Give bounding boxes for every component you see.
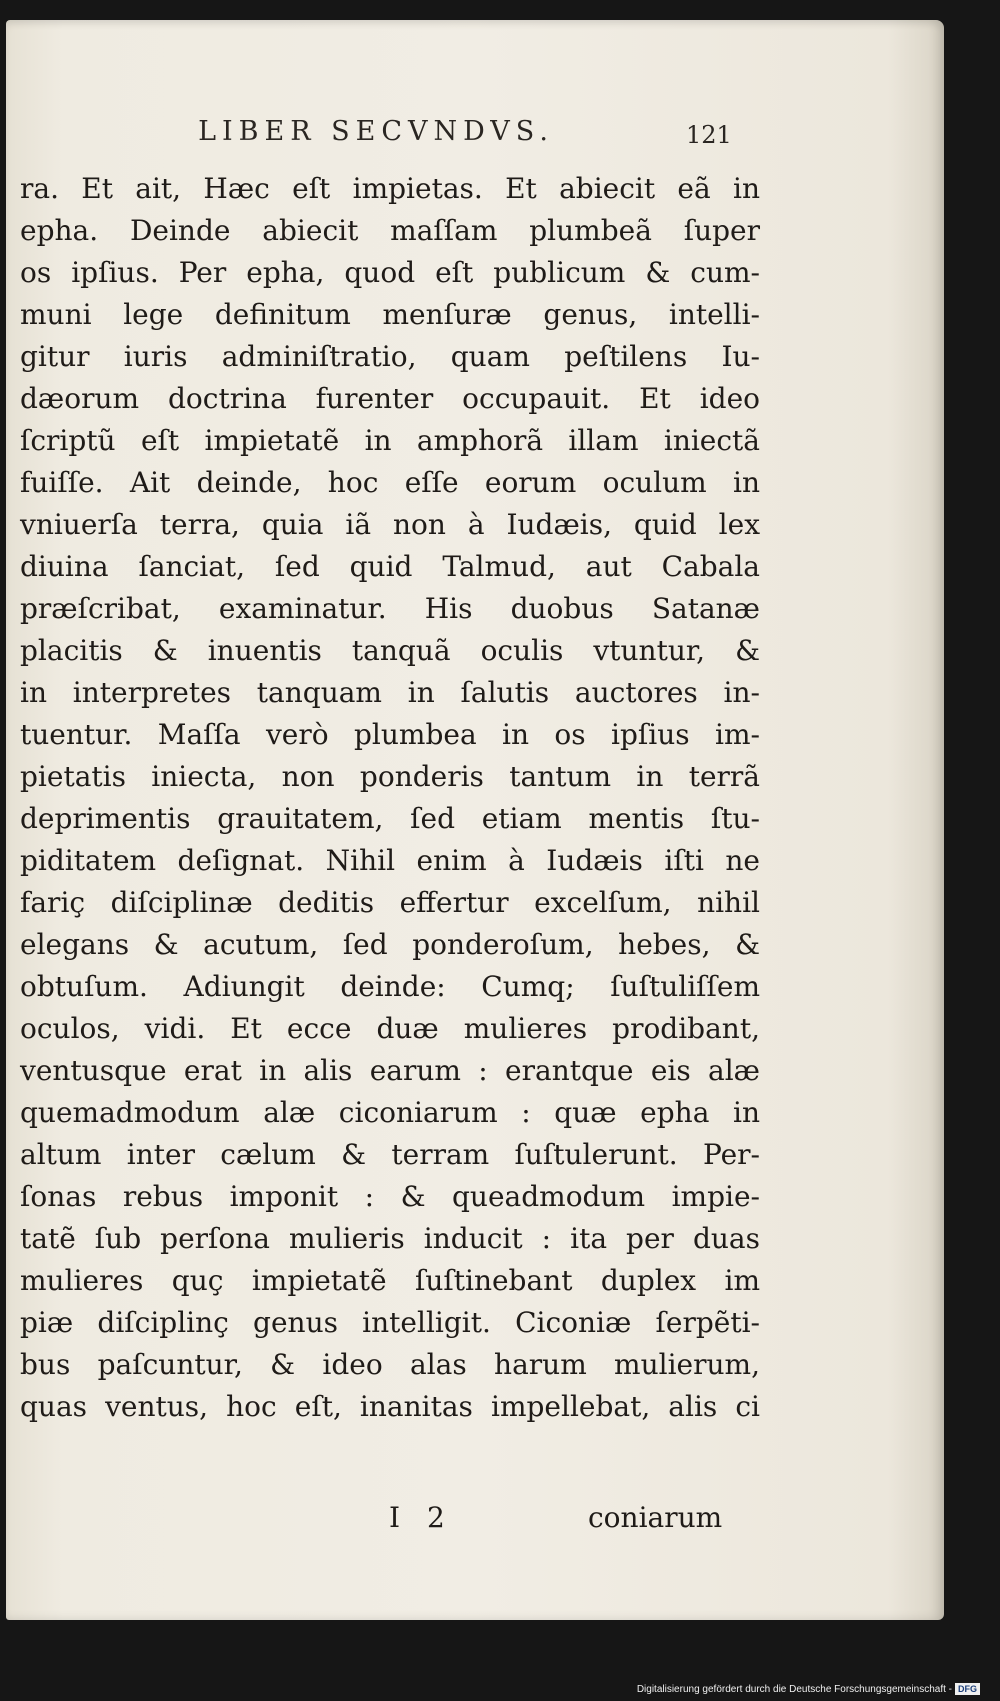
text-line: ra. Et ait, Hæc eſt impietas. Et abiecit eã in [20,172,760,205]
text-line: piditatem deſignat. Nihil enim à Iudæis iſti ne [20,844,760,877]
text-line: gitur iuris adminiſtratio, quam peſtilens Iu- [20,340,760,373]
text-line: fariç diſciplinæ deditis effertur excelſum, nihil [20,886,760,919]
book-page [6,20,944,1620]
text-line: quas ventus, hoc eſt, inanitas impellebat, alis ci [20,1390,760,1423]
digitization-credit [637,1680,980,1700]
text-line: ſcriptũ eſt impietatẽ in amphorã illam iniectã [20,424,760,457]
text-line: fuiſſe. Ait deinde, hoc eſſe eorum oculum in [20,466,760,499]
text-line: quemadmodum alæ ciconiarum : quæ epha in [20,1096,760,1129]
body-text [20,168,760,1428]
text-line: obtuſum. Adiungit deinde: Cumq; ſuſtuliſſem [20,970,760,1003]
text-line: vniuerſa terra, quia iã non à Iudæis, quid lex [20,508,760,541]
text-line: epha. Deinde abiecit maſſam plumbeã ſuper [20,214,760,247]
text-line: ſonas rebus imponit : & queadmodum impie- [20,1180,760,1213]
text-line: præſcribat, examinatur. His duobus Satanæ [20,592,760,625]
dfg-logo: DFG [955,1683,980,1695]
text-line: piæ diſciplinç genus intelligit. Ciconiæ ſerpẽti- [20,1306,760,1339]
page-number: 121 [686,121,732,149]
text-line: dæorum doctrina furenter occupauit. Et ideo [20,382,760,415]
catchword: coniarum [588,1501,723,1534]
text-line: bus paſcuntur, & ideo alas harum mulierum, [20,1348,760,1381]
text-line: muni lege definitum menſuræ genus, intelli- [20,298,760,331]
running-head: LIBER SECVNDVS. [198,116,554,147]
text-line: oculos, vidi. Et ecce duæ mulieres prodibant, [20,1012,760,1045]
text-line: mulieres quç impietatẽ ſuſtinebant duplex im [20,1264,760,1297]
text-line: ventusque erat in alis earum : erantque eis alæ [20,1054,760,1087]
text-line: in interpretes tanquam in ſalutis auctores in- [20,676,760,709]
text-line: diuina ſanciat, ſed quid Talmud, aut Cabala [20,550,760,583]
text-line: deprimentis grauitatem, ſed etiam mentis ſtu- [20,802,760,835]
text-line: tatẽ ſub perſona mulieris inducit : ita per duas [20,1222,760,1255]
text-line: placitis & inuentis tanquã oculis vtuntur, & [20,634,760,667]
text-line: elegans & acutum, ſed ponderoſum, hebes, & [20,928,760,961]
text-line: pietatis iniecta, non ponderis tantum in terrã [20,760,760,793]
credit-text: Digitalisierung gefördert durch die Deutsche Forschungsgemeinschaft - [636,1684,952,1695]
signature-mark: I 2 [389,1501,445,1534]
text-line: tuentur. Maſſa verò plumbea in os ipſius im- [20,718,760,751]
text-line: altum inter cælum & terram ſuſtulerunt. Per- [20,1138,760,1171]
text-line: os ipſius. Per epha, quod eſt publicum & cum- [20,256,760,289]
